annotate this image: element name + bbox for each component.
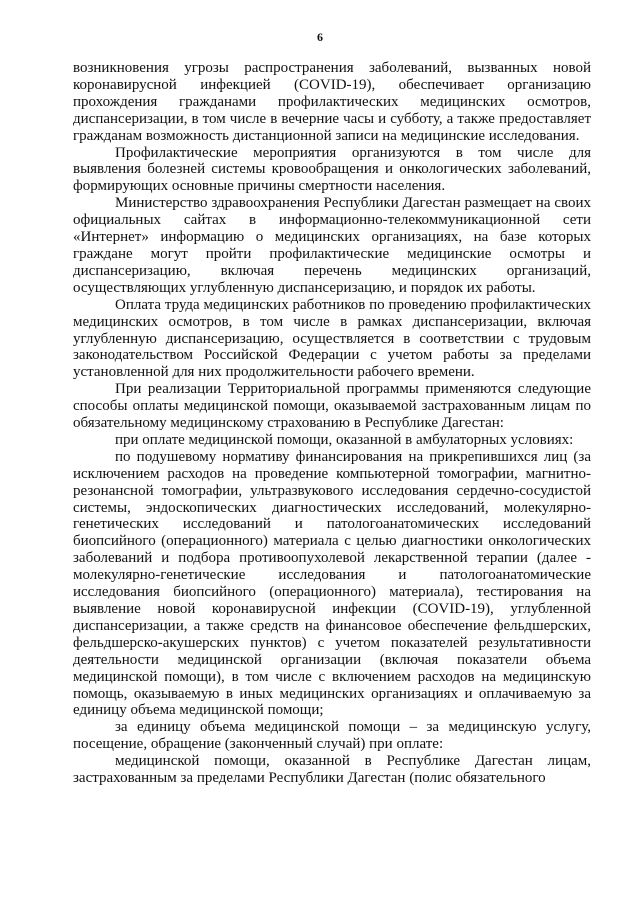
paragraph: Профилактические мероприятия организуются в том числе для выявления болезней системы кровообращения и онкологических заболеваний, формирующих основные причины смертности населения. bbox=[73, 144, 591, 195]
paragraph: возникновения угрозы распространения заболеваний, вызванных новой коронавирусной инфекцией (COVID-19), обеспечивает организацию прохождения гражданами профилактических медицинских осмотров, диспансеризации, в том числе в вечерние часы и субботу, а также предоставляет гражданам возможность дистанционной записи на медицинские исследования. bbox=[73, 60, 591, 144]
paragraph: по подушевому нормативу финансирования на прикрепившихся лиц (за исключением расходов на проведение компьютерной томографии, магнитно-резонансной томографии, ультразвукового исследования сердечно-сосудистой системы, эндоскопических диагностических исследований, молекулярно-генетических исследований и патологоанатомических исследований биопсийного (операционного) материала с целью диагностики онкологических заболеваний и подбора противоопухолевой лекарственной терапии (далее - молекулярно-генетические исследования и патологоанатомические исследования биопсийного (операционного) материала), тестирования на выявление новой коронавирусной инфекции (COVID-19), углубленной диспансеризации, а также средств на финансовое обеспечение фельдшерских, фельдшерско-акушерских пунктов) с учетом показателей результативности деятельности медицинской организации (включая показатели объема медицинской помощи), в том числе с включением расходов на медицинскую помощь, оказываемую в иных медицинских организациях и оплачиваемую за единицу объема медицинской помощи; bbox=[73, 448, 591, 719]
paragraph: Министерство здравоохранения Республики Дагестан размещает на своих официальных сайтах в информационно-телекоммуникационной сети «Интернет» информацию о медицинских организациях, на базе которых граждане могут пройти профилактические медицинские осмотры и диспансеризацию, включая перечень медицинских организаций, осуществляющих углубленную диспансеризацию, и порядок их работы. bbox=[73, 195, 591, 296]
paragraph: при оплате медицинской помощи, оказанной в амбулаторных условиях: bbox=[115, 431, 574, 448]
paragraph: При реализации Территориальной программы применяются следующие способы оплаты медицинской помощи, оказываемой застрахованным лицам по обязательному медицинскому страхованию в Республике Дагестан: bbox=[73, 381, 591, 432]
document-body bbox=[73, 60, 591, 787]
page-number: 6 bbox=[317, 30, 323, 44]
paragraph: за единицу объема медицинской помощи – за медицинскую услугу, посещение, обращение (законченный случай) при оплате: bbox=[73, 719, 591, 753]
paragraph: Оплата труда медицинских работников по проведению профилактических медицинских осмотров, в том числе в рамках диспансеризации, включая углубленную диспансеризацию, осуществляется в соответствии с трудовым законодательством Российской Федерации с учетом работы за пределами установленной для них продолжительности рабочего времени. bbox=[73, 296, 591, 381]
paragraph: медицинской помощи, оказанной в Республике Дагестан лицам, застрахованным за пределами Республики Дагестан (полис обязательного bbox=[73, 753, 591, 787]
